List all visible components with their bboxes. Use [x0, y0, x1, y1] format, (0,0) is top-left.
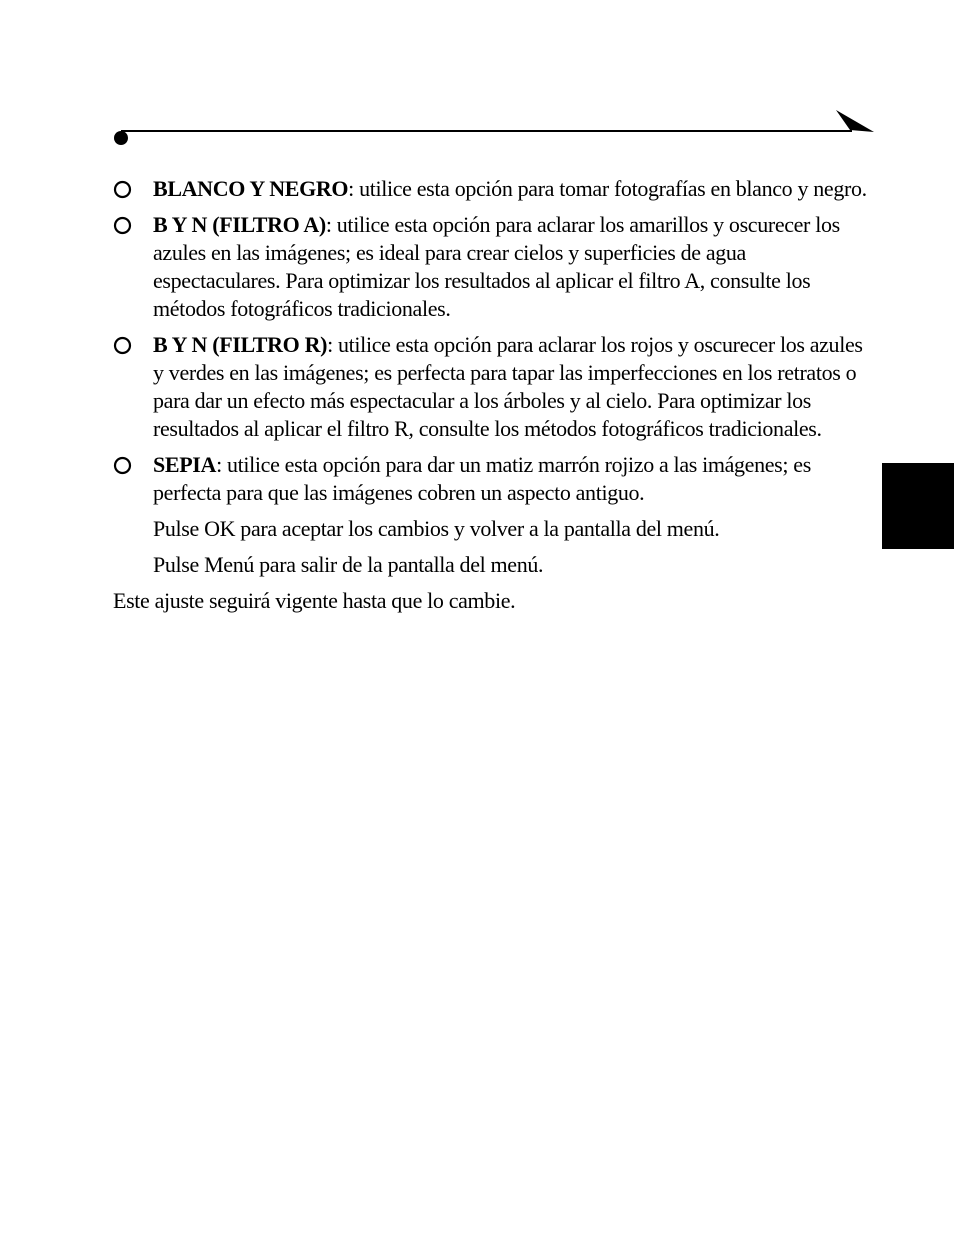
- instruction-ok: Pulse OK para aceptar los cambios y volver a la pantalla del menú.: [153, 516, 720, 541]
- closing-note: Este ajuste seguirá vigente hasta que lo cambie.: [113, 588, 516, 613]
- header-rule-graphic: [112, 108, 876, 148]
- option-term: BLANCO Y NEGRO: [153, 176, 349, 201]
- page-content: [113, 175, 873, 615]
- rule-dot-icon: [114, 131, 128, 145]
- checkbox-bullet-icon: [113, 456, 132, 475]
- option-item-sepia: [113, 451, 873, 507]
- chapter-tab: [882, 463, 954, 549]
- rule-arrow-icon: [836, 110, 874, 132]
- option-item-filtro-a: [113, 211, 873, 323]
- option-item-blanco-y-negro: [113, 175, 873, 203]
- option-item-filtro-r: [113, 331, 873, 443]
- option-term: SEPIA: [153, 452, 217, 477]
- instruction-menu: Pulse Menú para salir de la pantalla del menú.: [153, 552, 544, 577]
- option-description: : utilice esta opción para aclarar los amarillos y oscurecer los azules en las imágenes; es ideal para crear cielos y superficies de agua espectaculares. Para optimizar los resultados al aplicar el filtro A, consulte los métodos fotográficos tradicionales.: [153, 212, 840, 321]
- checkbox-bullet-icon: [113, 336, 132, 355]
- header-rule: [112, 108, 876, 148]
- option-term: B Y N (FILTRO A): [153, 212, 326, 237]
- option-term: B Y N (FILTRO R): [153, 332, 328, 357]
- option-description: : utilice esta opción para dar un matiz marrón rojizo a las imágenes; es perfecta para que las imágenes cobren un aspecto antiguo.: [153, 452, 811, 505]
- checkbox-bullet-icon: [113, 216, 132, 235]
- option-description: : utilice esta opción para aclarar los rojos y oscurecer los azules y verdes en las imágenes; es perfecta para tapar las imperfecciones en los retratos o para dar un efecto más espectacular a los árboles y al cielo. Para optimizar los resultados al aplicar el filtro R, consulte los métodos fotográficos tradicionales.: [153, 332, 863, 441]
- option-description: : utilice esta opción para tomar fotografías en blanco y negro.: [348, 176, 867, 201]
- checkbox-bullet-icon: [113, 180, 132, 199]
